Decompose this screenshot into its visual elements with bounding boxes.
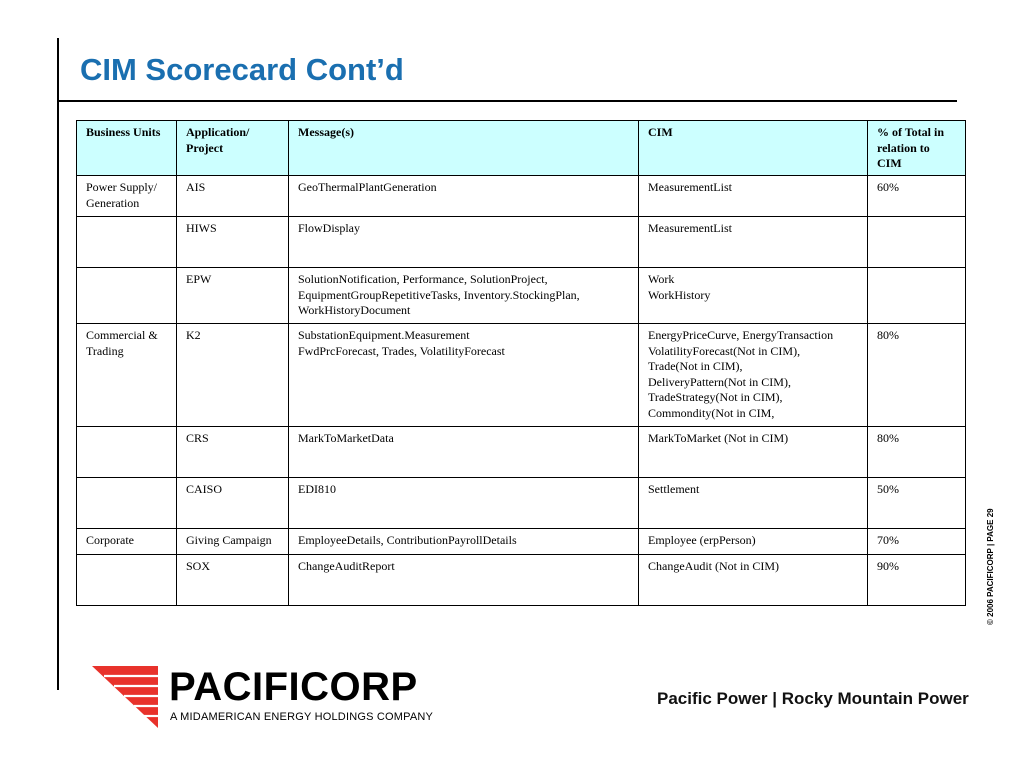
table-row: [77, 324, 966, 427]
cell-cim: MeasurementList: [639, 176, 868, 217]
cell-business-unit: Corporate: [77, 529, 177, 555]
cell-messages: SubstationEquipment.Measurement FwdPrcForecast, Trades, VolatilityForecast: [289, 324, 639, 427]
cell-percent: [868, 268, 966, 324]
cell-business-unit: Commercial & Trading: [77, 324, 177, 427]
cell-cim: ChangeAudit (Not in CIM): [639, 555, 868, 606]
cell-business-unit: [77, 555, 177, 606]
table-row: [77, 176, 966, 217]
pacificorp-logo: [92, 664, 462, 734]
cell-messages: EmployeeDetails, ContributionPayrollDetails: [289, 529, 639, 555]
cell-application: EPW: [177, 268, 289, 324]
table-header-row: [77, 121, 966, 176]
cell-cim: Employee (erpPerson): [639, 529, 868, 555]
cell-cim: Work WorkHistory: [639, 268, 868, 324]
pacificorp-flag-icon: [92, 664, 162, 730]
cell-business-unit: [77, 478, 177, 529]
table-row: [77, 478, 966, 529]
cell-application: HIWS: [177, 217, 289, 268]
slide-title: CIM Scorecard Cont’d: [80, 52, 404, 87]
cell-application: CRS: [177, 427, 289, 478]
header-cim: CIM: [639, 121, 868, 176]
cell-percent: 90%: [868, 555, 966, 606]
cell-application: K2: [177, 324, 289, 427]
header-percent-total: % of Total in relation to CIM: [868, 121, 966, 176]
cell-percent: 60%: [868, 176, 966, 217]
header-application-project: Application/ Project: [177, 121, 289, 176]
cell-application: AIS: [177, 176, 289, 217]
cell-cim: MeasurementList: [639, 217, 868, 268]
cell-business-unit: [77, 217, 177, 268]
logo-wordmark: PACIFICORP: [169, 665, 418, 709]
cell-business-unit: Power Supply/ Generation: [77, 176, 177, 217]
cell-percent: [868, 217, 966, 268]
header-business-units: Business Units: [77, 121, 177, 176]
brand-tagline: Pacific Power | Rocky Mountain Power: [657, 689, 969, 708]
cell-application: CAISO: [177, 478, 289, 529]
cell-business-unit: [77, 427, 177, 478]
cell-percent: 80%: [868, 427, 966, 478]
cell-messages: GeoThermalPlantGeneration: [289, 176, 639, 217]
cell-messages: EDI810: [289, 478, 639, 529]
scorecard-table: [76, 120, 966, 606]
cell-application: Giving Campaign: [177, 529, 289, 555]
cell-percent: 80%: [868, 324, 966, 427]
cell-messages: SolutionNotification, Performance, SolutionProject, EquipmentGroupRepetitiveTasks, Inventory.StockingPlan, WorkHistoryDocument: [289, 268, 639, 324]
left-vertical-rule: [57, 38, 59, 690]
cell-cim: Settlement: [639, 478, 868, 529]
cell-percent: 70%: [868, 529, 966, 555]
cell-business-unit: [77, 268, 177, 324]
logo-tagline: A MIDAMERICAN ENERGY HOLDINGS COMPANY: [170, 711, 434, 723]
table-row: [77, 555, 966, 606]
table-row: [77, 529, 966, 555]
table-row: [77, 427, 966, 478]
cell-messages: ChangeAuditReport: [289, 555, 639, 606]
header-messages: Message(s): [289, 121, 639, 176]
cell-cim: MarkToMarket (Not in CIM): [639, 427, 868, 478]
cell-messages: FlowDisplay: [289, 217, 639, 268]
title-underline-rule: [57, 100, 957, 102]
cell-messages: MarkToMarketData: [289, 427, 639, 478]
table-row: [77, 217, 966, 268]
copyright-page-number: © 2006 PACIFICORP | PAGE 29: [986, 508, 995, 625]
cell-application: SOX: [177, 555, 289, 606]
cell-cim: EnergyPriceCurve, EnergyTransaction VolatilityForecast(Not in CIM), Trade(Not in CIM), DeliveryPattern(Not in CIM), TradeStrategy(Not in CIM), Commondity(Not in CIM,: [639, 324, 868, 427]
cell-percent: 50%: [868, 478, 966, 529]
table-row: [77, 268, 966, 324]
